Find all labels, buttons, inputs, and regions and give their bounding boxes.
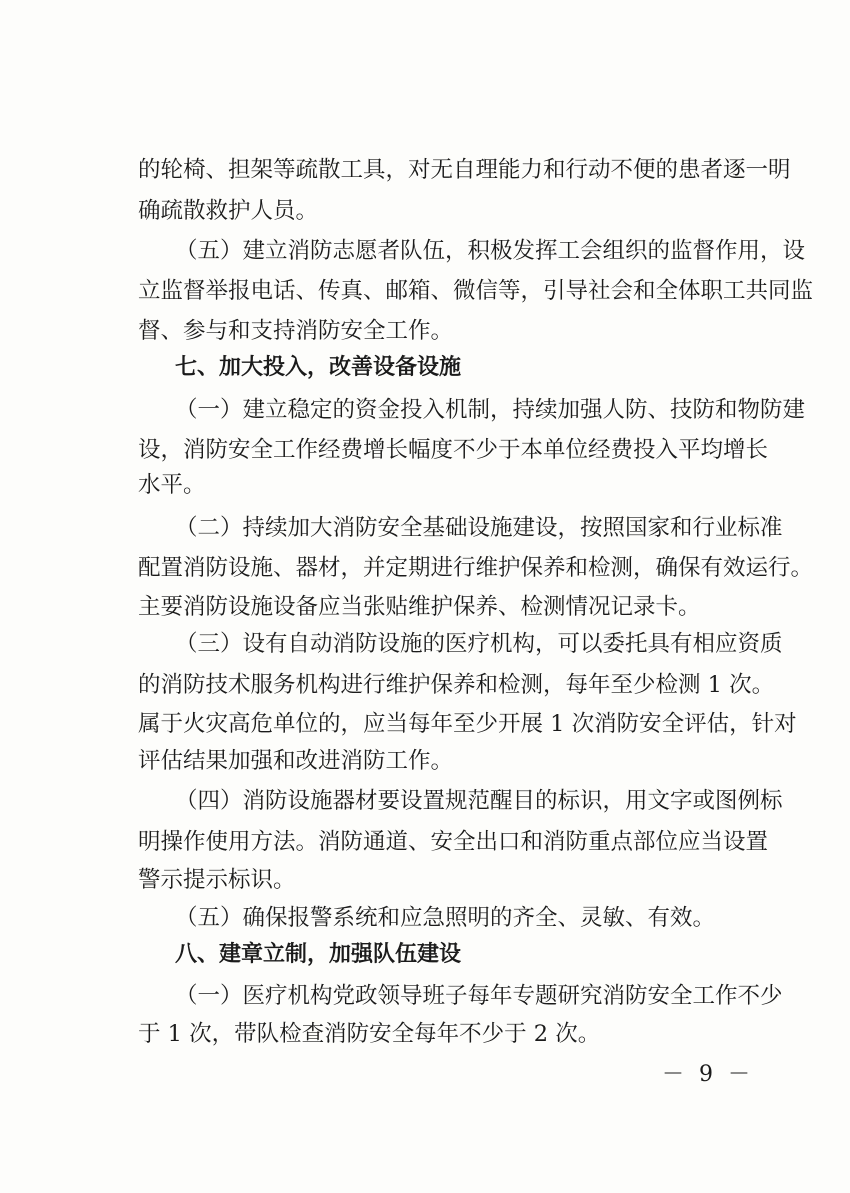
text-line: 主要消防设施设备应当张贴维护保养、检测情况记录卡。 [138, 594, 701, 620]
text-line: 的轮椅、担架等疏散工具，对无自理能力和行动不便的患者逐一明 [138, 157, 791, 183]
text-line: （四）消防设施器材要设置规范醒目的标识，用文字或图例标 [175, 788, 783, 814]
text-line: 确疏散救护人员。 [138, 198, 319, 224]
text-line: （一）建立稳定的资金投入机制，持续加强人防、技防和物防建 [175, 397, 806, 423]
text-line: 设，消防安全工作经费增长幅度不少于本单位经费投入平均增长 [138, 437, 769, 463]
text-line: （一）医疗机构党政领导班子每年专题研究消防安全工作不少 [175, 983, 783, 1009]
text-line: 评估结果加强和改进消防工作。 [138, 748, 454, 774]
text-line: （五）确保报警系统和应急照明的齐全、灵敏、有效。 [175, 905, 716, 931]
text-line: （五）建立消防志愿者队伍，积极发挥工会组织的监督作用，设 [175, 238, 806, 264]
text-line: 配置消防设施、器材，并定期进行维护保养和检测，确保有效运行。 [138, 555, 814, 581]
text-line: 水平。 [138, 472, 206, 498]
text-line: 明操作使用方法。消防通道、安全出口和消防重点部位应当设置 [138, 829, 769, 855]
text-line: 警示提示标识。 [138, 867, 296, 893]
text-line: 的消防技术服务机构进行维护保养和检测，每年至少检测 1 次。 [138, 672, 775, 698]
text-line: 于 1 次，带队检查消防安全每年不少于 2 次。 [138, 1021, 601, 1047]
text-line: 督、参与和支持消防安全工作。 [138, 318, 454, 344]
text-line: （三）设有自动消防设施的医疗机构，可以委托具有相应资质 [175, 631, 783, 657]
section-heading: 七、加大投入，改善设备设施 [175, 355, 462, 380]
text-line: 立监督举报电话、传真、邮箱、微信等，引导社会和全体职工共同监 [138, 278, 814, 304]
text-line: 属于火灾高危单位的，应当每年至少开展 1 次消防安全评估，针对 [138, 711, 797, 737]
section-heading: 八、建章立制，加强队伍建设 [175, 942, 462, 967]
text-line: （二）持续加大消防安全基础设施建设，按照国家和行业标准 [175, 515, 783, 541]
page-number: － 9 － [662, 1062, 754, 1087]
